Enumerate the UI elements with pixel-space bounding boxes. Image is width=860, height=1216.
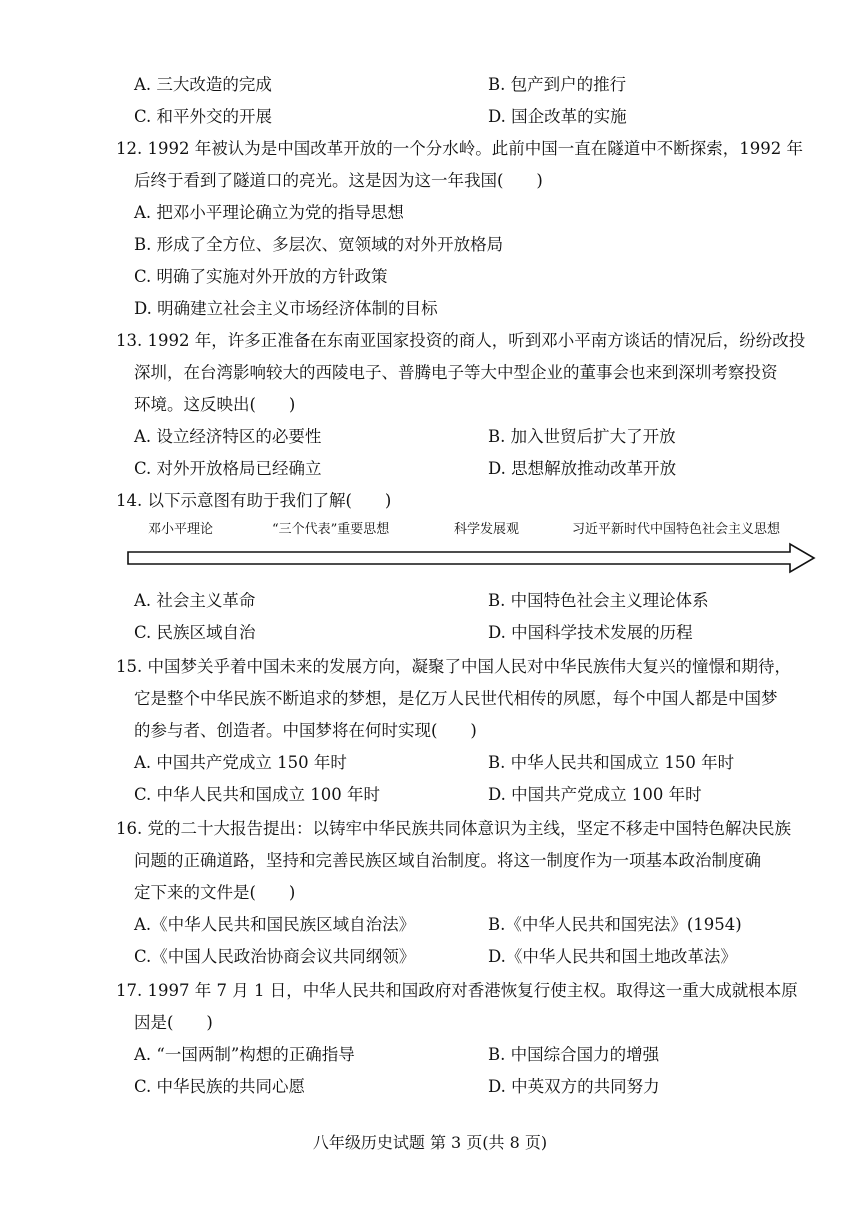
q13-option-d: D. 思想解放推动改革开放 — [488, 459, 677, 478]
q17-option-a: A. “一国两制”构想的正确指导 — [134, 1045, 355, 1064]
q13-stem-line-3: 环境。这反映出( ) — [134, 395, 296, 414]
q12-option-c: C. 明确了实施对外开放的方针政策 — [134, 267, 388, 286]
q17-stem-line-1: 17. 1997 年 7 月 1 日，中华人民共和国政府对香港恢复行使主权。取得这一重大成就根本原 — [116, 981, 798, 1000]
timeline-label-deng: 邓小平理论 — [148, 522, 214, 537]
timeline-label-xi-thought: 习近平新时代中国特色社会主义思想 — [572, 522, 781, 537]
q16-stem-line-3: 定下来的文件是( ) — [134, 883, 296, 902]
q13-stem-line-1: 13. 1992 年，许多正准备在东南亚国家投资的商人，听到邓小平南方谈话的情况后，纷纷改投 — [116, 331, 806, 350]
q13-option-b: B. 加入世贸后扩大了开放 — [488, 427, 676, 446]
q13-stem-line-2: 深圳，在台湾影响较大的西陵电子、普腾电子等大中型企业的董事会也来到深圳考察投资 — [134, 363, 778, 382]
q17-option-b: B. 中国综合国力的增强 — [488, 1045, 660, 1064]
q15-option-d: D. 中国共产党成立 100 年时 — [488, 785, 702, 804]
timeline-label-scientific-outlook: 科学发展观 — [454, 522, 520, 537]
theory-timeline-diagram — [126, 518, 816, 578]
q13-option-a: A. 设立经济特区的必要性 — [134, 427, 322, 446]
q12-option-d: D. 明确建立社会主义市场经济体制的目标 — [134, 299, 438, 318]
q12-stem-line-2: 后终于看到了隧道口的亮光。这是因为这一年我国( ) — [134, 171, 543, 190]
q16-stem-line-1: 16. 党的二十大报告提出：以铸牢中华民族共同体意识为主线，坚定不移走中国特色解决民族 — [116, 819, 791, 838]
q14-option-a: A. 社会主义革命 — [134, 591, 256, 610]
q14-stem-line-1: 14. 以下示意图有助于我们了解( ) — [116, 491, 392, 510]
q15-option-a: A. 中国共产党成立 150 年时 — [134, 753, 347, 772]
q12-option-b: B. 形成了全方位、多层次、宽领域的对外开放格局 — [134, 235, 504, 254]
page-footer: 八年级历史试题 第 3 页(共 8 页) — [312, 1133, 548, 1152]
q17-stem-line-2: 因是( ) — [134, 1013, 213, 1032]
q11-option-d: D. 国企改革的实施 — [488, 107, 627, 126]
q16-option-d: D.《中华人民共和国土地改革法》 — [488, 947, 737, 966]
q16-option-a: A.《中华人民共和国民族区域自治法》 — [134, 915, 416, 934]
q12-option-a: A. 把邓小平理论确立为党的指导思想 — [134, 203, 404, 222]
q14-option-b: B. 中国特色社会主义理论体系 — [488, 591, 709, 610]
q15-option-b: B. 中华人民共和国成立 150 年时 — [488, 753, 735, 772]
q15-option-c: C. 中华人民共和国成立 100 年时 — [134, 785, 381, 804]
q15-stem-line-3: 的参与者、创造者。中国梦将在何时实现( ) — [134, 721, 477, 740]
q16-option-b: B.《中华人民共和国宪法》(1954) — [488, 915, 742, 934]
q15-stem-line-1: 15. 中国梦关乎着中国未来的发展方向，凝聚了中国人民对中华民族伟大复兴的憧憬和期待， — [116, 657, 791, 676]
q13-option-c: C. 对外开放格局已经确立 — [134, 459, 322, 478]
q12-stem-line-1: 12. 1992 年被认为是中国改革开放的一个分水岭。此前中国一直在隧道中不断探索，1992 年 — [116, 139, 803, 158]
q11-option-b: B. 包产到户的推行 — [488, 75, 627, 94]
q11-option-a: A. 三大改造的完成 — [134, 75, 272, 94]
q15-stem-line-2: 它是整个中华民族不断追求的梦想，是亿万人民世代相传的夙愿，每个中国人都是中国梦 — [134, 689, 778, 708]
q14-option-d: D. 中国科学技术发展的历程 — [488, 623, 693, 642]
timeline-arrow — [126, 538, 816, 578]
q16-stem-line-2: 问题的正确道路，坚持和完善民族区域自治制度。将这一制度作为一项基本政治制度确 — [134, 851, 761, 870]
timeline-label-three-represents: “三个代表”重要思想 — [272, 522, 390, 537]
q17-option-c: C. 中华民族的共同心愿 — [134, 1077, 306, 1096]
q17-option-d: D. 中英双方的共同努力 — [488, 1077, 660, 1096]
q16-option-c: C.《中国人民政治协商会议共同纲领》 — [134, 947, 416, 966]
q14-option-c: C. 民族区域自治 — [134, 623, 256, 642]
q11-option-c: C. 和平外交的开展 — [134, 107, 273, 126]
